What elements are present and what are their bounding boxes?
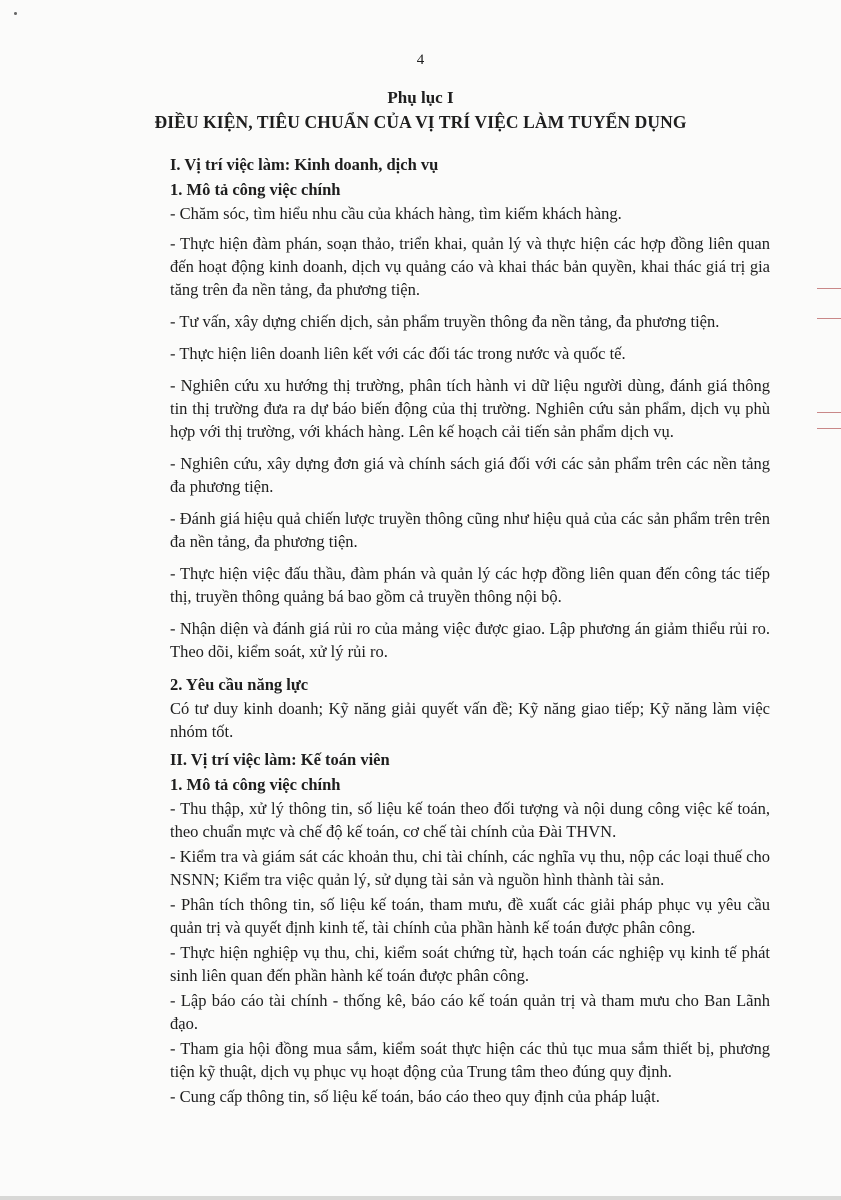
section-heading: I. Vị trí việc làm: Kinh doanh, dịch vụ — [170, 155, 439, 174]
section-heading: II. Vị trí việc làm: Kế toán viên — [170, 750, 390, 769]
paragraph: - Chăm sóc, tìm hiểu nhu cầu của khách hàng, tìm kiếm khách hàng. — [170, 204, 622, 223]
paragraph: - Thực hiện việc đấu thầu, đàm phán và quản lý các hợp đồng liên quan đến công tác tiếp thị, truyền thông quảng bá bao gồm cả truyền thông nội bộ. — [170, 564, 770, 606]
paragraph: - Lập báo cáo tài chính - thống kê, báo cáo kế toán quản trị và tham mưu cho Ban Lãnh đạo. — [170, 991, 770, 1033]
paragraph: - Tư vấn, xây dựng chiến dịch, sản phẩm truyền thông đa nền tảng, đa phương tiện. — [170, 312, 720, 331]
page-number: 4 — [416, 52, 425, 68]
paragraph: - Thực hiện liên doanh liên kết với các đối tác trong nước và quốc tế. — [170, 344, 626, 363]
subsection-heading: 1. Mô tả công việc chính — [170, 180, 341, 199]
appendix-label: Phụ lục I — [387, 88, 454, 107]
stamp-edge-mark — [817, 288, 841, 289]
paragraph: - Thu thập, xử lý thông tin, số liệu kế toán theo đối tượng và nội dung công việc kế toán, theo chuẩn mực và chế độ kế toán, cơ chế tài chính của Đài THVN. — [170, 799, 770, 841]
stamp-edge-mark — [817, 412, 841, 413]
subsection-heading: 2. Yêu cầu năng lực — [170, 675, 309, 694]
paragraph: - Kiểm tra và giám sát các khoản thu, chi tài chính, các nghĩa vụ thu, nộp các loại thuế cho NSNN; Kiểm tra việc quản lý, sử dụng tài sản và nguồn hình thành tài sản. — [170, 847, 770, 889]
subsection-heading: 1. Mô tả công việc chính — [170, 775, 341, 794]
stamp-edge-mark — [817, 318, 841, 319]
paragraph: - Thực hiện đàm phán, soạn thảo, triển khai, quản lý và thực hiện các hợp đồng liên quan đến hoạt động kinh doanh, dịch vụ quảng cáo và khai thác bản quyền, khai thác giá trị gia tăng trên đa nền tảng, đa phương tiện. — [170, 234, 770, 299]
paragraph: - Phân tích thông tin, số liệu kế toán, tham mưu, đề xuất các giải pháp phục vụ yêu cầu quản trị và quyết định kinh tế, tài chính của phần hành kế toán được phân công. — [170, 895, 770, 937]
paragraph: - Đánh giá hiệu quả chiến lược truyền thông cũng như hiệu quả của các sản phẩm trên trên đa nền tảng, đa phương tiện. — [170, 509, 770, 551]
document-title: ĐIỀU KIỆN, TIÊU CHUẨN CỦA VỊ TRÍ VIỆC LÀM TUYỂN DỤNG — [154, 112, 687, 132]
paragraph: Có tư duy kinh doanh; Kỹ năng giải quyết vấn đề; Kỹ năng giao tiếp; Kỹ năng làm việc nhóm tốt. — [170, 699, 770, 741]
paragraph: - Nghiên cứu xu hướng thị trường, phân tích hành vi dữ liệu người dùng, đánh giá thông tin thị trường đưa ra dự báo biến động của thị trường. Nghiên cứu sản phẩm, dịch vụ phù hợp với thị trường, với khách hàng. Lên kế hoạch cải tiến sản phẩm dịch vụ. — [170, 376, 770, 441]
paragraph: - Thực hiện nghiệp vụ thu, chi, kiểm soát chứng từ, hạch toán các nghiệp vụ kinh tế phát sinh liên quan đến phần hành kế toán được phân công. — [170, 943, 770, 985]
stamp-edge-mark — [817, 428, 841, 429]
paragraph: - Tham gia hội đồng mua sắm, kiểm soát thực hiện các thủ tục mua sắm thiết bị, phương tiện kỹ thuật, dịch vụ phục vụ hoạt động của Trung tâm theo đúng quy định. — [170, 1039, 770, 1081]
scan-speck — [14, 12, 17, 15]
scan-bottom-edge — [0, 1196, 841, 1200]
paragraph: - Cung cấp thông tin, số liệu kế toán, báo cáo theo quy định của pháp luật. — [170, 1087, 660, 1106]
document-body — [170, 152, 770, 1110]
paragraph: - Nghiên cứu, xây dựng đơn giá và chính sách giá đối với các sản phẩm trên các nền tảng đa phương tiện. — [170, 454, 770, 496]
paragraph: - Nhận diện và đánh giá rủi ro của mảng việc được giao. Lập phương án giảm thiểu rủi ro. Theo dõi, kiểm soát, xử lý rủi ro. — [170, 619, 770, 661]
